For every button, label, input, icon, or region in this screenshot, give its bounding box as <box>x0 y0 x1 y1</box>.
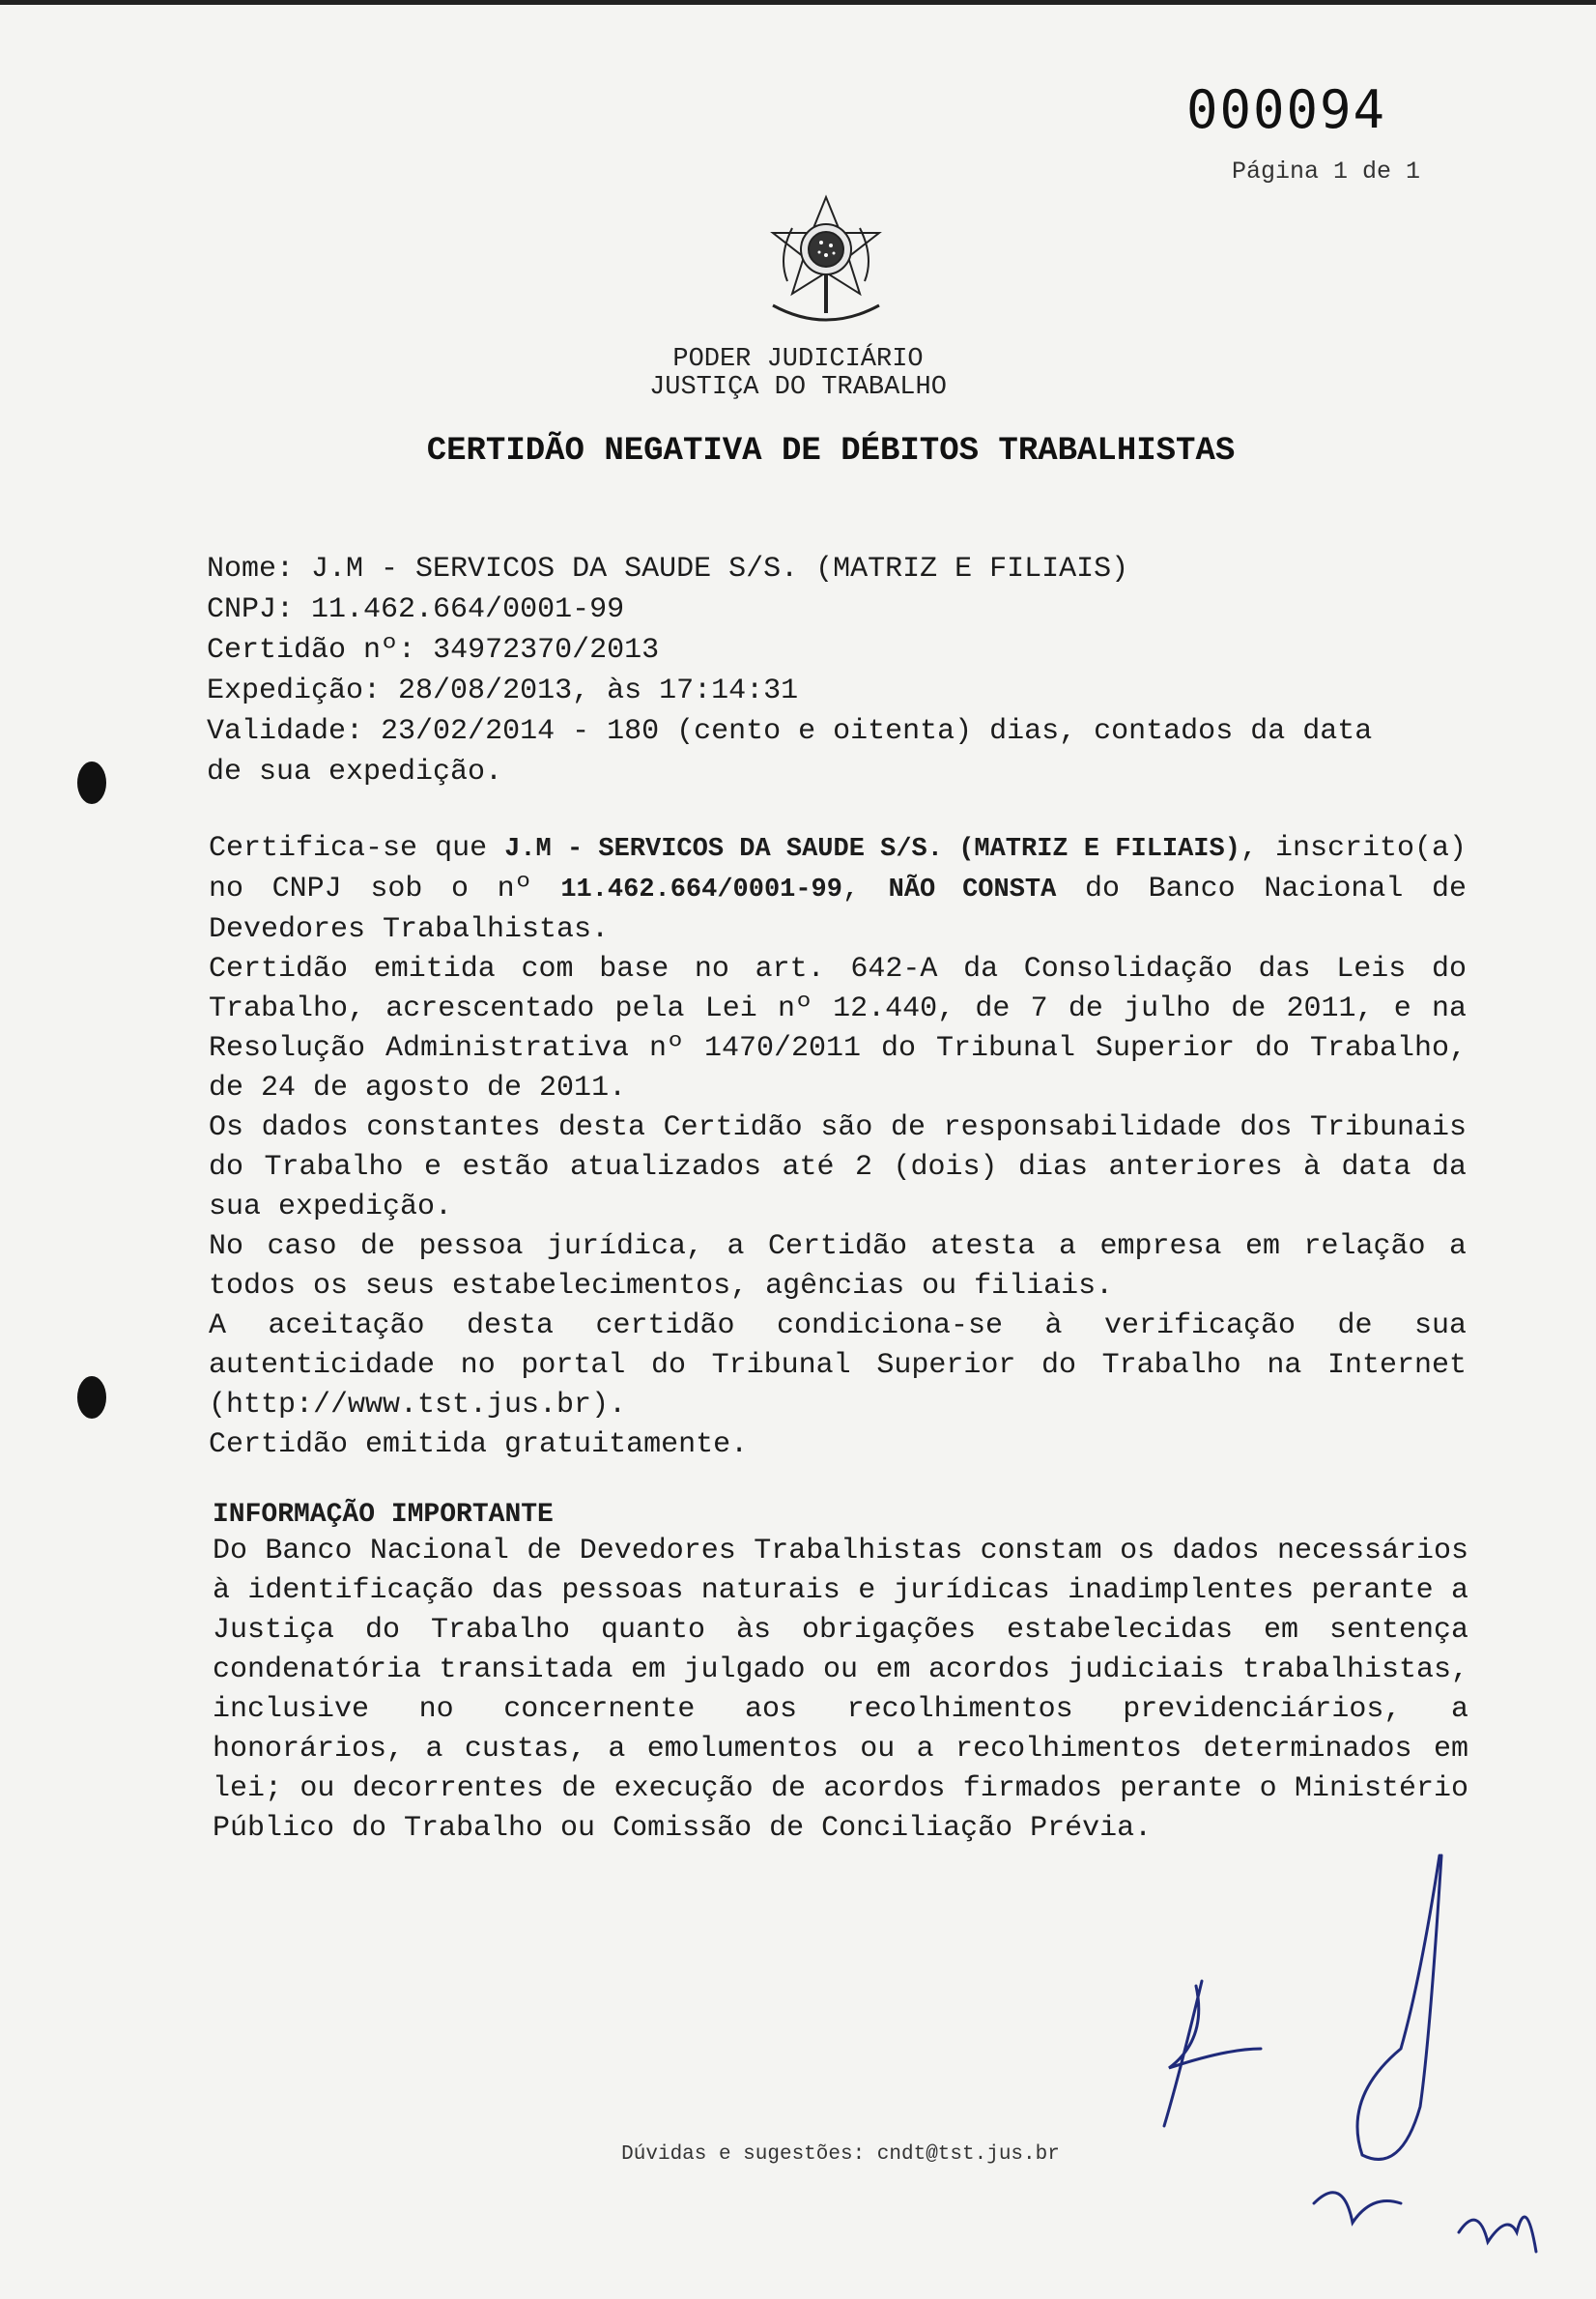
cnpj-value: 11.462.664/0001-99 <box>311 593 625 626</box>
info-block <box>207 549 1472 792</box>
validade-row <box>207 711 1472 752</box>
expedicao-row <box>207 671 1472 711</box>
header-labor-justice: JUSTIÇA DO TRABALHO <box>649 373 947 402</box>
certidao-value: 34972370/2013 <box>433 634 660 667</box>
cert-text: , <box>841 873 889 905</box>
validade-value: 23/02/2014 - 180 (cento e oitenta) dias, contados da data <box>381 715 1373 748</box>
scan-edge-line <box>0 0 1596 5</box>
legal-basis-paragraph: Certidão emitida com base no art. 642-A da Consolidação das Leis do Trabalho, acrescentado pela Lei nº 12.440, de 7 de julho de 2011, e na Resolução Administrativa nº 1470/2011 do Tribunal Superior do Trabalho, de 24 de agosto de 2011. <box>209 953 1467 1105</box>
expedicao-value: 28/08/2013, às 17:14:31 <box>398 675 799 707</box>
cert-text: Certifica-se que <box>209 832 505 865</box>
page-title: CERTIDÃO NEGATIVA DE DÉBITOS TRABALHISTAS <box>426 433 1236 470</box>
cert-text: do Banco Nacional de Devedores Trabalhistas. <box>209 873 1467 946</box>
punch-hole <box>77 1376 106 1419</box>
certidao-row <box>207 630 1472 671</box>
authenticity-paragraph: A aceitação desta certidão condiciona-se à verificação de sua autenticidade no portal do Tribunal Superior do Trabalho na Internet (http://www.tst.jus.br). <box>209 1309 1467 1422</box>
company-name: J.M - SERVICOS DA SAUDE S/S. (MATRIZ E FILIAIS) <box>504 835 1240 864</box>
name-value: J.M - SERVICOS DA SAUDE S/S. (MATRIZ E FILIAIS) <box>311 553 1129 586</box>
cnpj-bold: 11.462.664/0001-99 <box>560 876 842 905</box>
certification-paragraph <box>209 829 1467 950</box>
free-issue-paragraph: Certidão emitida gratuitamente. <box>209 1428 749 1461</box>
cert-text: , inscrito(a) no CNPJ sob o nº <box>209 832 1467 905</box>
validade-continuation: de sua expedição. <box>207 756 503 789</box>
cnpj-row <box>207 589 1472 630</box>
cnpj-label: CNPJ: <box>207 593 295 626</box>
handwritten-signature <box>1111 1788 1594 2271</box>
footer-contact: Dúvidas e sugestões: cndt@tst.jus.br <box>621 2143 1060 2166</box>
name-row <box>207 549 1472 589</box>
punch-hole <box>77 762 106 804</box>
coat-of-arms-icon <box>754 189 898 334</box>
important-info-title: INFORMAÇÃO IMPORTANTE <box>213 1500 554 1530</box>
name-label: Nome: <box>207 553 295 586</box>
certification-text <box>209 829 1467 1465</box>
validade-label: Validade: <box>207 715 364 748</box>
page-indicator: Página 1 de 1 <box>1232 158 1421 186</box>
data-responsibility-paragraph: Os dados constantes desta Certidão são de responsabilidade dos Tribunais do Trabalho e estão atualizados até 2 (dois) dias anteriores à data da sua expedição. <box>209 1111 1467 1223</box>
header-judiciary: PODER JUDICIÁRIO <box>672 345 924 374</box>
certidao-label: Certidão nº: <box>207 634 416 667</box>
expedicao-label: Expedição: <box>207 675 382 707</box>
legal-entity-paragraph: No caso de pessoa jurídica, a Certidão atesta a empresa em relação a todos os seus estabelecimentos, agências ou filiais. <box>209 1230 1467 1303</box>
stamp-number: 000094 <box>1186 79 1387 140</box>
important-info-body: Do Banco Nacional de Devedores Trabalhistas constam os dados necessários à identificação das pessoas naturais e jurídicas inadimplentes perante a Justiça do Trabalho quanto às obrigações estabelecidas em sentença condenatória transitada em julgado ou em acordos judiciais trabalhistas, inclusive no concernente aos recolhimentos previdenciários, a honorários, a custas, a emolumentos ou a recolhimentos determinados em lei; ou decorrentes de execução de acordos firmados perante o Ministério Público do Trabalho ou Comissão de Conciliação Prévia. <box>213 1535 1468 1845</box>
status-not-listed: NÃO CONSTA <box>888 876 1057 905</box>
